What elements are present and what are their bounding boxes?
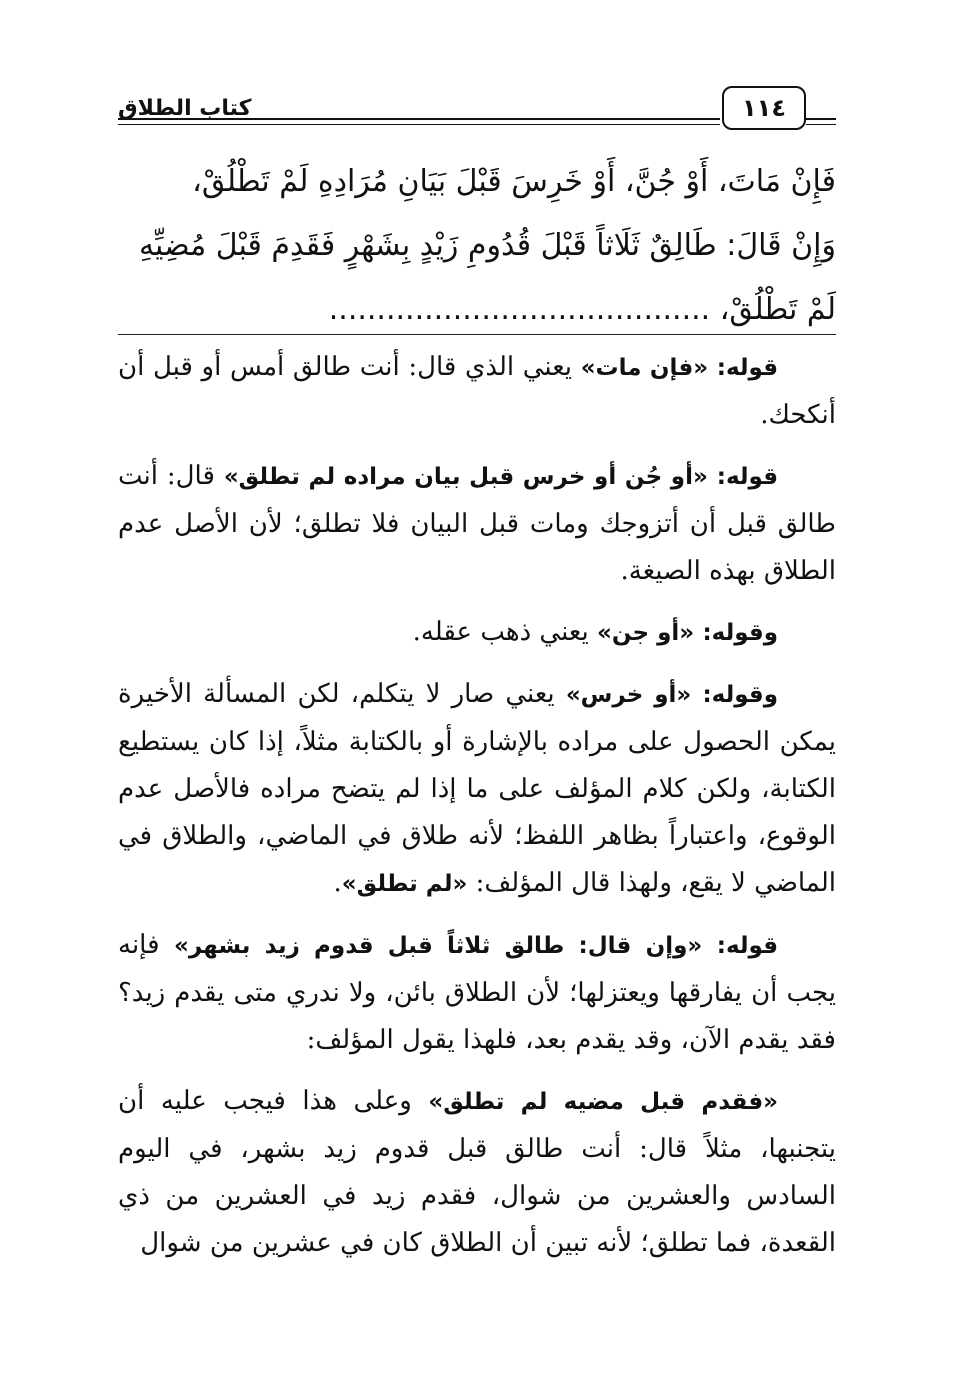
paragraph-label: وقوله: xyxy=(702,682,779,708)
header-rule-top xyxy=(118,118,720,120)
matn-line-2: وَإِنْ قَالَ: طَالِقٌ ثَلَاثاً قَبْلَ قُدُومِ زَيْدٍ بِشَهْرٍ فَقَدِمَ قَبْلَ مُضِيِّهِ xyxy=(138,228,836,263)
paragraph-quote: «أو خرس» xyxy=(565,682,692,708)
commentary-paragraph xyxy=(118,609,836,657)
commentary-paragraph xyxy=(118,344,836,439)
paragraph-label: وقوله: xyxy=(702,620,778,646)
matn-line-3 xyxy=(118,278,836,342)
paragraph-text: يعني الذي قال: أنت طالق أمس أو قبل أن أنكحك. xyxy=(118,352,836,430)
paragraph-quote: «أو جن» xyxy=(596,620,695,646)
paragraph-quote: «فقدم قبل مضيه لم تطلق» xyxy=(428,1089,778,1115)
header-rule-right-bottom xyxy=(806,124,836,125)
header-rule-right-top xyxy=(806,118,836,120)
page-number: ١١٤ xyxy=(722,86,806,130)
paragraph-text: فإنه يجب أن يفارقها ويعتزلها؛ لأن الطلاق بائن، ولا ندري متى يقدم زيد؟ فقد يقدم الآن، وقد يقدم بعد، فلهذا يقول المؤلف: xyxy=(118,930,836,1055)
paragraph-end: . xyxy=(333,868,342,898)
matn-text xyxy=(118,150,836,342)
paragraph-quote: «فإن مات» xyxy=(580,355,709,381)
book-title: كتاب الطلاق xyxy=(118,96,252,121)
paragraph-label: قوله: xyxy=(716,355,779,381)
commentary-paragraph xyxy=(118,671,836,908)
commentary-paragraph xyxy=(118,1078,836,1267)
paragraph-text: قال: أنت طالق قبل أن أتزوجك ومات قبل البيان فلا تطلق؛ لأن الأصل عدم الطلاق بهذه الصيغة. xyxy=(118,461,836,586)
matn-line-1: فَإِنْ مَاتَ، أَوْ جُنَّ، أَوْ خَرِسَ قَبْلَ بَيَانِ مُرَادِهِ لَمْ تَطْلُقْ، xyxy=(192,164,836,199)
commentary-paragraph xyxy=(118,922,836,1064)
paragraph-text: وعلى هذا فيجب عليه أن يتجنبها، مثلاً قال: أنت طالق قبل قدوم زيد بشهر، في اليوم السادس والعشرين من شوال، فقدم زيد في العشرين من ذي القعدة، فما تطلق؛ لأنه تبين أن الطلاق كان في عشرين من شوال xyxy=(118,1086,836,1258)
commentary-paragraph xyxy=(118,453,836,595)
paragraph-quote-end: «لم تطلق» xyxy=(341,871,468,897)
commentary xyxy=(118,344,836,1281)
paragraph-label: قوله: xyxy=(716,933,779,959)
page-header xyxy=(118,78,836,138)
matn-line-3-text: لَمْ تَطْلُقْ، xyxy=(719,292,836,327)
paragraph-label: قوله: xyxy=(716,464,779,490)
header-rule-bottom xyxy=(118,124,720,125)
paragraph-text: يعني صار لا يتكلم، لكن المسألة الأخيرة يمكن الحصول على مراده بالإشارة أو بالكتابة مثلاً، إذا كان يستطيع الكتابة، ولكن كلام المؤلف على ما إذا لم يتضح مراده فالأصل عدم الوقوع، واعتباراً بظاهر اللفظ؛ لأنه طلاق في الماضي، والطلاق في الماضي لا يقع، ولهذا قال المؤلف: xyxy=(118,679,836,898)
paragraph-quote: «وإن قال: طالق ثلاثاً قبل قدوم زيد بشهر» xyxy=(174,933,703,959)
matn-dots: ........................................ xyxy=(328,292,711,327)
paragraph-text: يعني ذهب عقله. xyxy=(412,617,589,647)
paragraph-quote: «أو جُن أو خرس قبل بيان مراده لم تطلق» xyxy=(223,464,708,490)
matn-divider xyxy=(118,334,836,335)
